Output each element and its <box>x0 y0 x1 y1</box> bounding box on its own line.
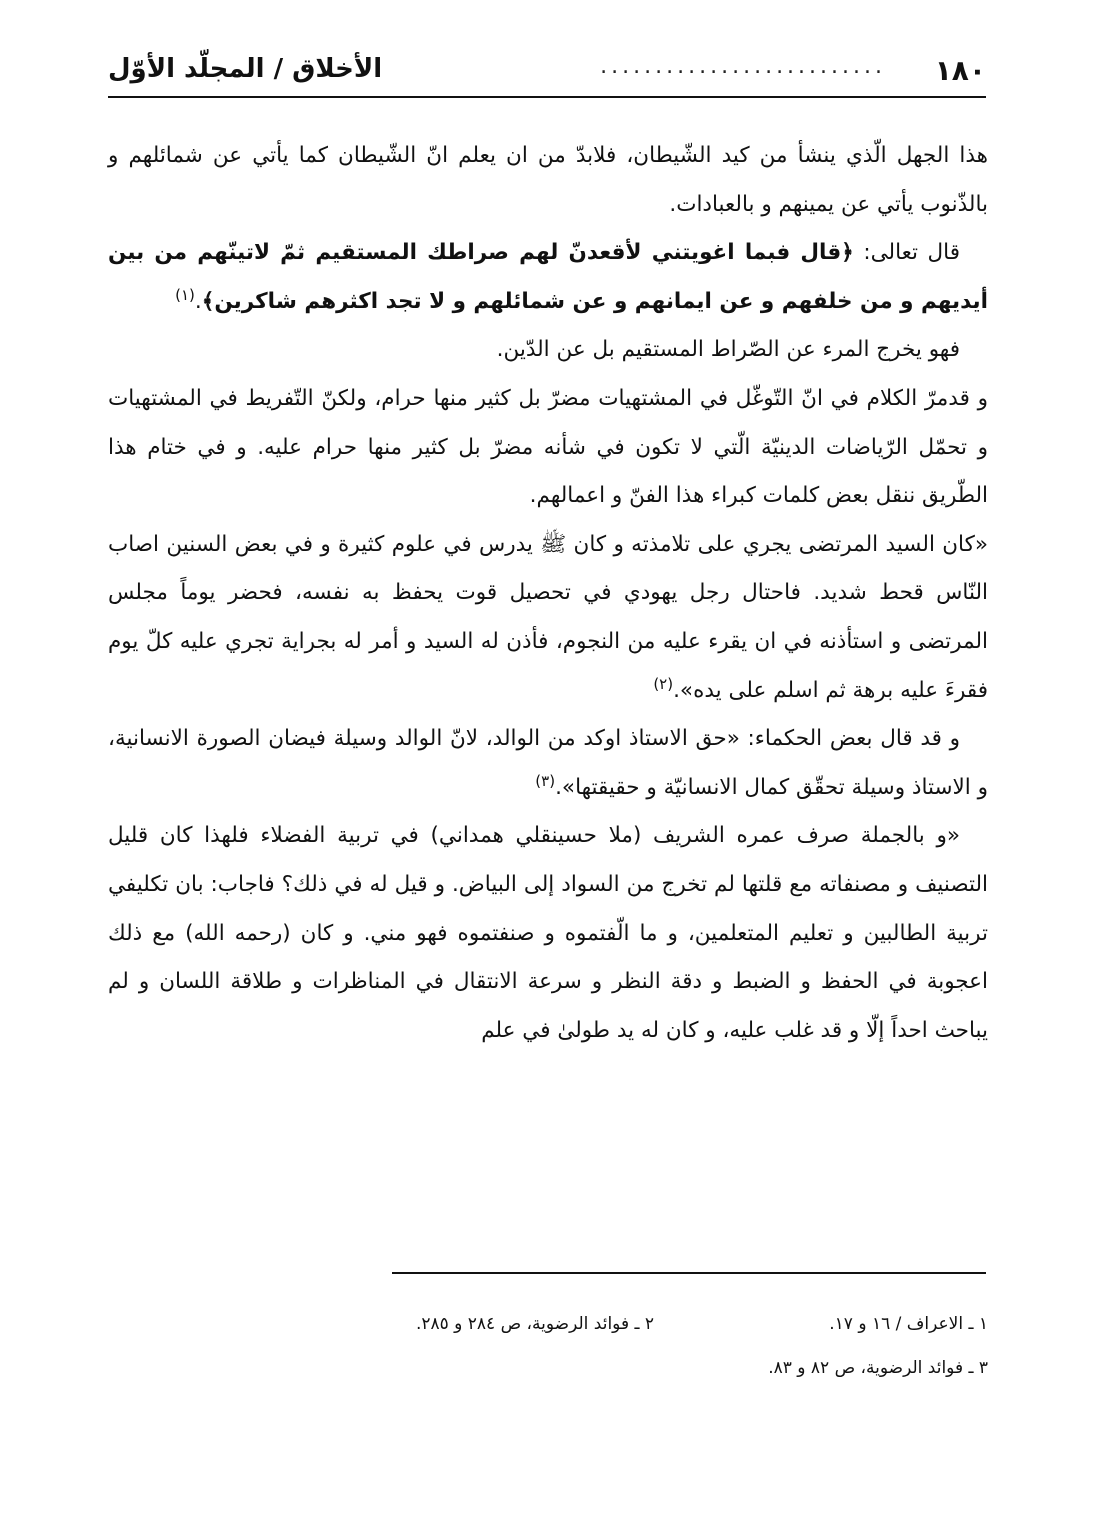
quran-verse: ﴿قال فبما اغويتني لأقعدنّ لهم صراطك المستقيم ثمّ لاتينّهم من بين أيديهم و من خلفهم و عن ايمانهم و عن شمائلهم و لا تجد اكثرهم شاكرين﴾ <box>108 240 988 314</box>
footnote-row <box>108 1302 988 1346</box>
paragraph-4: و قدمرّ الكلام في انّ التّوغّل في المشتهيات مضرّ بل كثير منها حرام، ولكنّ التّفريط في المشتهيات و تحمّل الرّياضات الدينيّة الّتي لا تكون في شأنه مضرّ بل كثير منها حرام عليه. و في ختام هذا الطّريق ننقل بعض كلمات كبراء هذا الفنّ و اعمالهم. <box>108 385 988 509</box>
paragraph-1: هذا الجهل الّذي ينشأ من كيد الشّيطان، فلابدّ من ان يعلم انّ الشّيطان كما يأتي عن شمائلهم و بالذّنوب يأتي عن يمينهم و بالعبادات. <box>108 143 988 217</box>
footnote-2: ٢ ـ فوائد الرضوية، ص ٢٨٤ و ٢٨٥. <box>415 1314 654 1334</box>
footnote-ref-3: (٣) <box>535 771 556 790</box>
running-title: الأخلاق / المجلّد الأوّل <box>108 54 383 84</box>
paragraph-6 <box>108 715 988 812</box>
paragraph-5-text: «كان السيد المرتضى يجري على تلامذته و كان ﷺ يدرس في علوم كثيرة و في بعض السنين اصاب النّاس قحط شديد. فاحتال رجل يهودي في تحصيل قوت يحفظ به نفسه، فحضر يوماً مجلس المرتضى و استأذنه في ان يقرء عليه من النجوم، فأذن له السيد و أمر له بجراية تجري عليه كلّ يوم فقرءَ عليه برهة ثم اسلم على يده». <box>108 531 988 703</box>
footnotes <box>108 1302 988 1390</box>
footnote-row <box>108 1346 988 1390</box>
footnote-3: ٣ ـ فوائد الرضوية، ص ٨٢ و ٨٣. <box>768 1358 988 1378</box>
footnote-rule <box>392 1272 986 1274</box>
footnote-ref-2: (٢) <box>653 674 674 693</box>
verse-end: . <box>194 288 202 314</box>
main-text <box>108 132 988 1055</box>
paragraph-2 <box>108 229 988 326</box>
page-number: ١٨٠ <box>934 54 986 87</box>
paragraph-3: فهو يخرج المرء عن الصّراط المستقيم بل عن الدّين. <box>496 337 960 363</box>
paragraph-5 <box>108 521 988 715</box>
page-header <box>108 48 986 94</box>
header-leader-dots: .......................... <box>600 54 886 79</box>
footnote-ref-1: (١) <box>175 285 195 304</box>
header-rule <box>108 96 986 98</box>
verse-intro: قال تعالى: <box>853 240 960 266</box>
paragraph-7: «و بالجملة صرف عمره الشريف (ملا حسينقلي همداني) في تربية الفضلاء فلهذا كان قليل التصنيف و مصنفاته مع قلتها لم تخرج من السواد إلى البياض. و قيل له في ذلك؟ فاجاب: بان تكليفي تربية الطالبين و تعليم المتعلمين، و ما الّفتموه و صنفتموه فهو مني. و كان (رحمه الله) مع ذلك اعجوبة في الحفظ و الضبط و دقة النظر و سرعة الانتقال في المناظرات و طلاقة اللسان و لم يباحث احداً إلّا و قد غلب عليه، و كان له يد طولىٰ في علم <box>108 823 988 1043</box>
paragraph-6-text: و قد قال بعض الحكماء: «حق الاستاذ اوكد من الوالد، لانّ الوالد وسيلة فيضان الصورة الانسانية، و الاستاذ وسيلة تحقّق كمال الانسانيّة و حقيقتها». <box>108 726 988 800</box>
footnote-1: ١ ـ الاعراف / ١٦ و ١٧. <box>829 1314 988 1334</box>
